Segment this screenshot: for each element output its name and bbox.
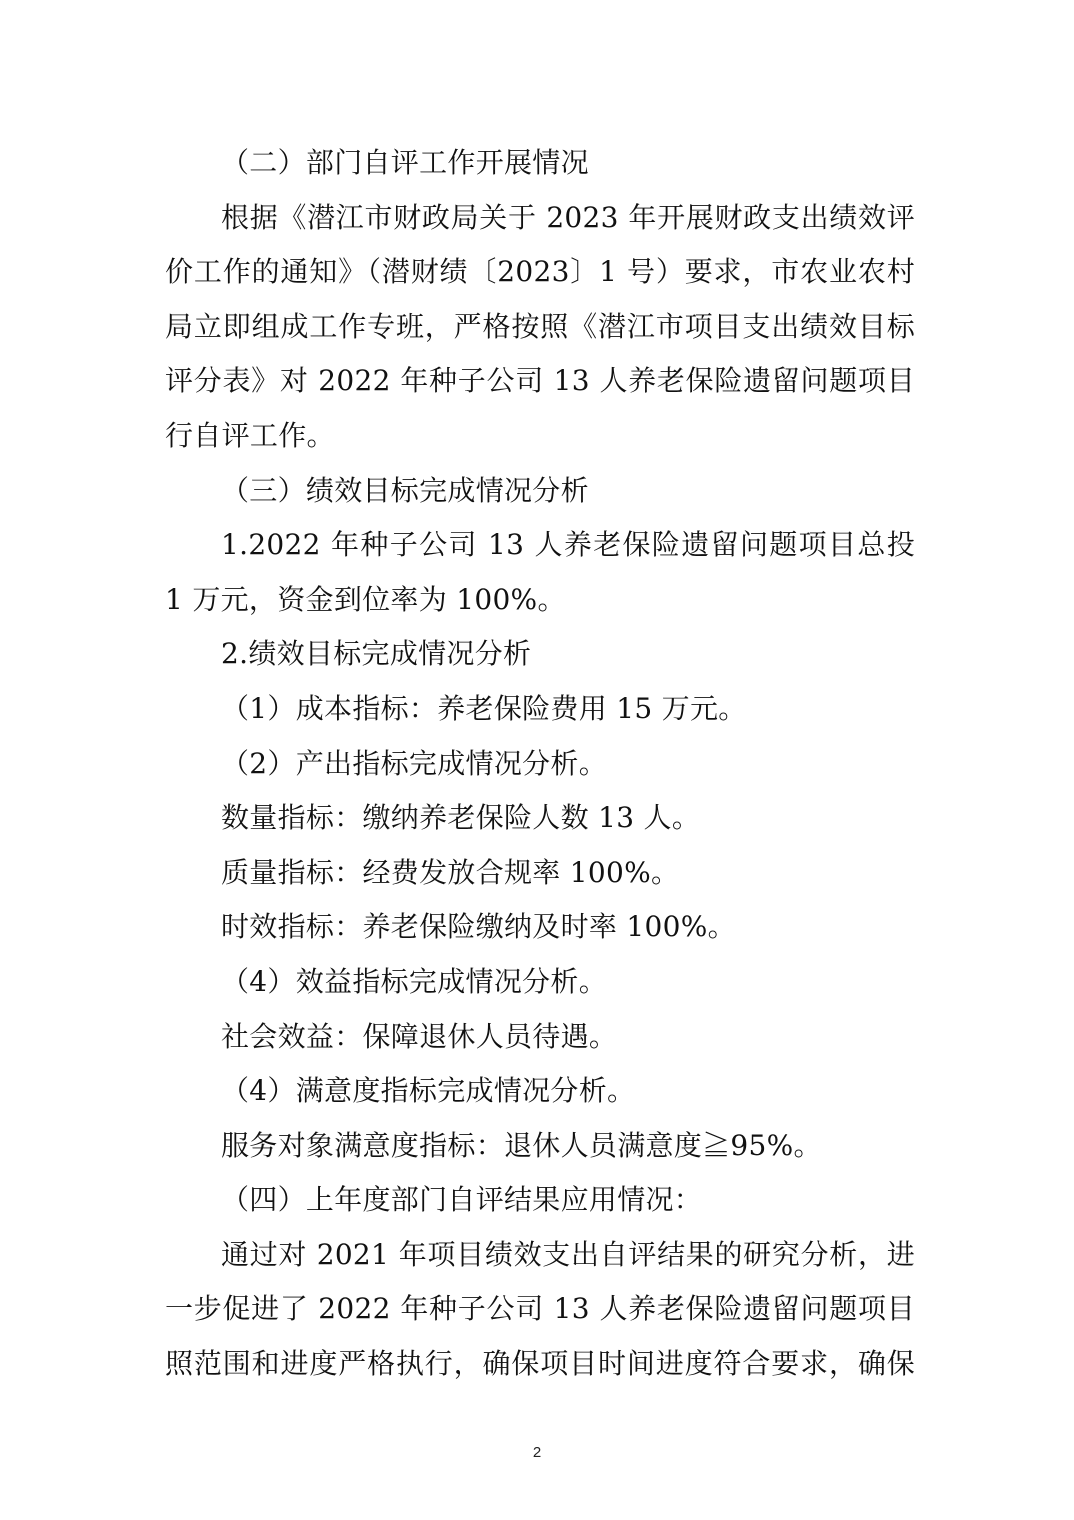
indicator-item: 社会效益：保障退休人员待遇。 <box>221 1019 618 1053</box>
paragraph-line: 行自评工作。 <box>165 418 335 452</box>
paragraph-line: 局立即组成工作专班，严格按照《潜江市项目支出绩效目标 <box>165 309 915 343</box>
paragraph-line: 1 万元，资金到位率为 100%。 <box>165 582 566 616</box>
paragraph-line: 1.2022 年种子公司 13 人养老保险遗留问题项目总投 <box>221 528 915 562</box>
subsection-heading: 2.绩效目标完成情况分析 <box>221 637 532 671</box>
indicator-item: （2）产出指标完成情况分析。 <box>221 746 608 780</box>
indicator-item: （1）成本指标：养老保险费用 15 万元。 <box>221 691 747 725</box>
page-number: 2 <box>532 1444 542 1461</box>
indicator-item: （4）满意度指标完成情况分析。 <box>221 1074 636 1108</box>
paragraph-line: 一步促进了 2022 年种子公司 13 人养老保险遗留问题项目 <box>165 1292 915 1326</box>
paragraph-line: 价工作的通知》（潜财绩〔2023〕1 号）要求，市农业农村 <box>165 255 915 289</box>
paragraph-line: 通过对 2021 年项目绩效支出自评结果的研究分析，进 <box>221 1237 915 1271</box>
section-heading-2: （二）部门自评工作开展情况 <box>221 146 589 179</box>
indicator-item: 时效指标：养老保险缴纳及时率 100%。 <box>221 910 736 944</box>
section-heading-4: （四）上年度部门自评结果应用情况： <box>221 1183 703 1217</box>
indicator-item: 服务对象满意度指标：退休人员满意度≧95%。 <box>221 1128 822 1162</box>
indicator-item: （4）效益指标完成情况分析。 <box>221 964 608 998</box>
section-heading-3: （三）绩效目标完成情况分析 <box>221 473 589 507</box>
indicator-item: 数量指标：缴纳养老保险人数 13 人。 <box>221 801 701 835</box>
indicator-item: 质量指标：经费发放合规率 100%。 <box>221 855 680 889</box>
document-body <box>165 136 915 1392</box>
paragraph-line: 评分表》对 2022 年种子公司 13 人养老保险遗留问题项目 <box>165 364 915 398</box>
paragraph-line: 根据《潜江市财政局关于 2023 年开展财政支出绩效评 <box>221 200 915 234</box>
paragraph-line: 照范围和进度严格执行，确保项目时间进度符合要求，确保 <box>165 1347 915 1381</box>
